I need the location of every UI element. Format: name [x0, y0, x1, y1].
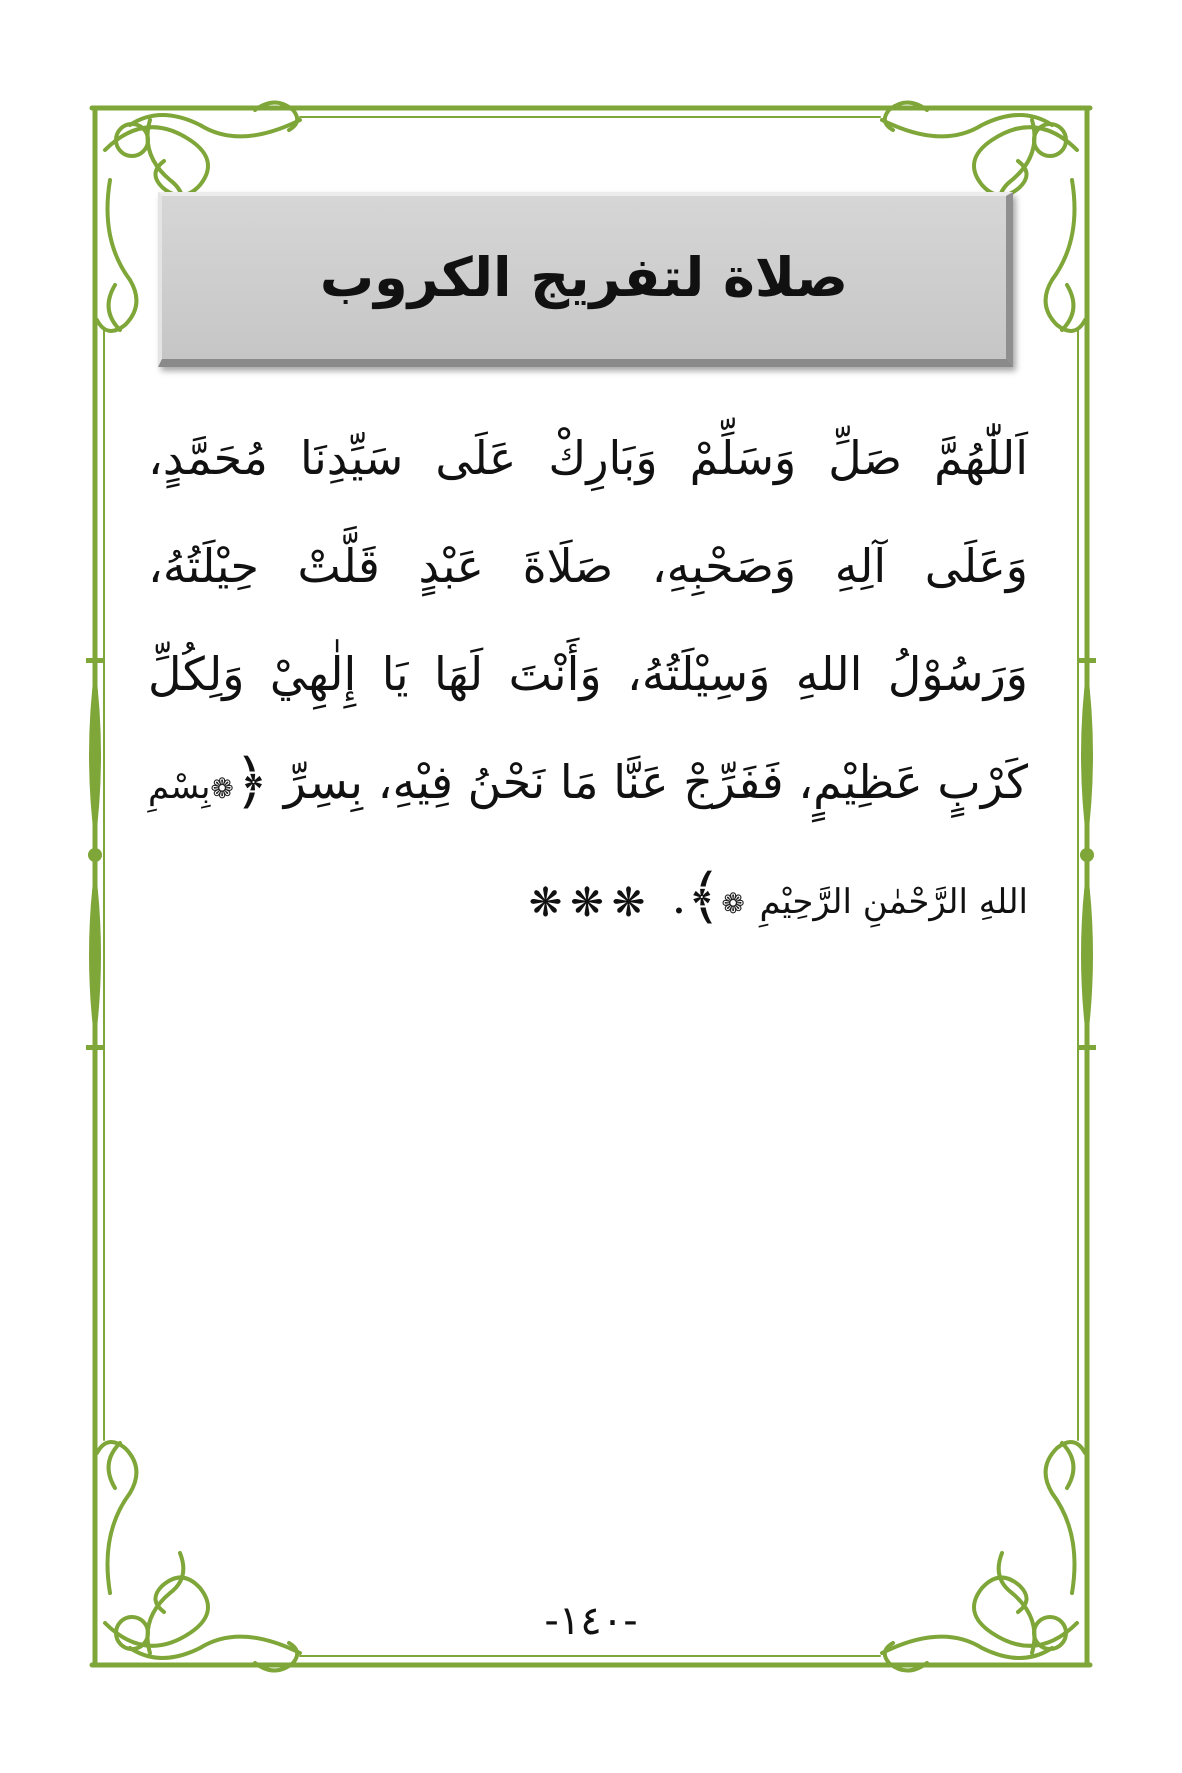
spindle-ornament-icon: [86, 658, 104, 1050]
page-number: -١٤٠-: [544, 1598, 638, 1644]
prayer-text-block: [148, 404, 1028, 958]
basmala-quote: بِسْمِ اللهِ الرَّحْمٰنِ الرَّحِيْمِ: [148, 767, 1028, 922]
flower-icon: ❁: [210, 772, 234, 805]
quote-open-bracket: ﴿: [233, 747, 270, 817]
section-separator: ❋❋❋: [528, 880, 654, 926]
spindle-ornament-icon: [1078, 658, 1096, 1050]
prayer-text: اَللّٰهُمَّ صَلِّ وَسَلِّمْ وَبَارِكْ عَلَى سَيِّدِنَا مُحَمَّدٍ، وَعَلَى آلِهِ وَصَحْبِهِ، صَلَاةَ عَبْدٍ قَلَّتْ حِيْلَتُهُ، وَرَسُوْلُ اللهِ وَسِيْلَتُهُ، وَأَنْتَ لَهَا يَا إِلٰهِيْ وَلِكُلِّ كَرْبٍ عَظِيْمٍ، فَفَرِّجْ عَنَّا مَا نَحْنُ فِيْهِ، بِسِرِّ: [148, 431, 1029, 809]
title-banner: [158, 192, 1013, 367]
prayer-end-punctuation: .: [671, 870, 687, 924]
quote-close-bracket: ﴾: [686, 862, 722, 932]
page-title: صلاة لتفريج الكروب: [319, 246, 849, 309]
flower-icon: ❁: [721, 887, 745, 920]
